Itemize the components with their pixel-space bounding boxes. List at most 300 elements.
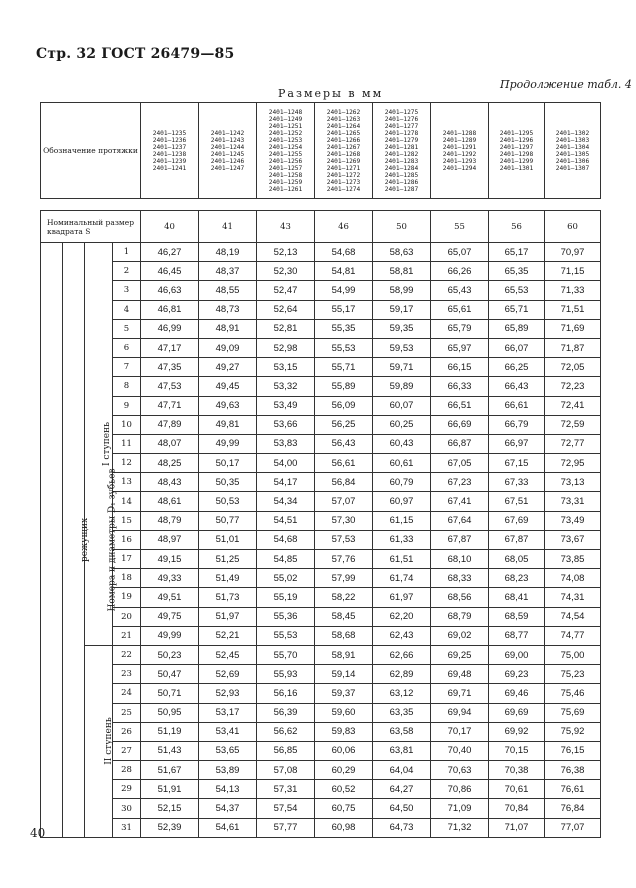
- diameter-value: 47,35: [141, 358, 199, 377]
- diameter-value: 74,77: [545, 626, 601, 645]
- diameter-value: 66,26: [431, 262, 489, 281]
- diameter-value: 46,63: [141, 281, 199, 300]
- table-row: [41, 358, 601, 377]
- diameter-value: 56,16: [257, 684, 315, 703]
- diameter-value: 68,05: [489, 550, 545, 569]
- table-row: [41, 607, 601, 626]
- diameter-value: 63,58: [373, 722, 431, 741]
- diameter-value: 71,51: [545, 300, 601, 319]
- diameter-value: 72,77: [545, 434, 601, 453]
- diameter-value: 57,30: [315, 511, 373, 530]
- nominal-size-cell: 41: [199, 211, 257, 243]
- table-row: [41, 473, 601, 492]
- diameter-value: 49,51: [141, 588, 199, 607]
- diameter-value: 59,60: [315, 703, 373, 722]
- designation-code: 2401—1238: [152, 150, 187, 158]
- diameter-value: 53,66: [257, 415, 315, 434]
- diameter-value: 48,91: [199, 319, 257, 338]
- diameter-value: 55,19: [257, 588, 315, 607]
- designation-code: 2401—1293: [442, 157, 477, 165]
- diameter-value: 64,04: [373, 761, 431, 780]
- diameter-value: 69,69: [489, 703, 545, 722]
- diameter-value: 55,02: [257, 569, 315, 588]
- table-row: [41, 645, 601, 664]
- diameter-value: 69,92: [489, 722, 545, 741]
- diameter-value: 55,70: [257, 645, 315, 664]
- tooth-number: 8: [113, 377, 141, 396]
- diameter-value: 57,77: [257, 818, 315, 837]
- diameter-value: 63,12: [373, 684, 431, 703]
- diameter-value: 71,33: [545, 281, 601, 300]
- designation-code: 2401—1283: [384, 157, 419, 165]
- table-row: [41, 818, 601, 837]
- designation-code: 2401—1277: [384, 122, 419, 130]
- diameter-value: 60,79: [373, 473, 431, 492]
- designation-code: 2401—1243: [210, 136, 245, 144]
- diameter-value: 48,73: [199, 300, 257, 319]
- designation-code: 2401—1257: [268, 164, 303, 172]
- diameter-value: 65,97: [431, 338, 489, 357]
- diameter-value: 60,29: [315, 761, 373, 780]
- diameter-value: 68,23: [489, 569, 545, 588]
- diameter-value: 51,49: [199, 569, 257, 588]
- designation-code: 2401—1261: [268, 185, 303, 193]
- diameter-value: 52,30: [257, 262, 315, 281]
- designation-code: 2401—1281: [384, 143, 419, 151]
- diameter-value: 75,46: [545, 684, 601, 703]
- diameter-value: 74,08: [545, 569, 601, 588]
- diameter-value: 71,69: [545, 319, 601, 338]
- diameter-value: 70,86: [431, 780, 489, 799]
- designation-code: 2401—1297: [499, 143, 534, 151]
- diameter-value: 59,89: [373, 377, 431, 396]
- diameter-value: 69,23: [489, 665, 545, 684]
- diameter-value: 52,21: [199, 626, 257, 645]
- continuation-caption: Продолжение табл. 4: [500, 78, 632, 91]
- designation-code: 2401—1278: [384, 129, 419, 137]
- diameter-value: 74,31: [545, 588, 601, 607]
- diameter-value: 54,68: [257, 530, 315, 549]
- diameter-value: 65,07: [431, 243, 489, 262]
- diameter-value: 65,79: [431, 319, 489, 338]
- diameter-value: 58,99: [373, 281, 431, 300]
- diameter-value: 55,35: [315, 319, 373, 338]
- diameter-value: 67,51: [489, 492, 545, 511]
- designation-code: 2401—1303: [555, 136, 590, 144]
- diameter-value: 73,49: [545, 511, 601, 530]
- vertical-cutting-text: режущих: [80, 517, 91, 562]
- diameter-value: 72,23: [545, 377, 601, 396]
- nominal-size-cell: 55: [431, 211, 489, 243]
- designation-code: 2401—1286: [384, 178, 419, 186]
- diameter-value: 60,98: [315, 818, 373, 837]
- tooth-number: 19: [113, 588, 141, 607]
- diameter-value: 46,99: [141, 319, 199, 338]
- diameter-value: 54,13: [199, 780, 257, 799]
- diameter-value: 74,54: [545, 607, 601, 626]
- diameter-value: 53,89: [199, 761, 257, 780]
- diameter-value: 60,06: [315, 741, 373, 760]
- diameter-value: 61,15: [373, 511, 431, 530]
- diameter-value: 50,71: [141, 684, 199, 703]
- table-row: [41, 300, 601, 319]
- table-row: [41, 588, 601, 607]
- diameter-value: 73,31: [545, 492, 601, 511]
- diameter-value: 51,19: [141, 722, 199, 741]
- diameter-value: 50,47: [141, 665, 199, 684]
- diameter-value: 69,46: [489, 684, 545, 703]
- designation-code: 2401—1259: [268, 178, 303, 186]
- designation-code: 2401—1273: [326, 178, 361, 186]
- designation-code: 2401—1266: [326, 136, 361, 144]
- diameter-value: 52,45: [199, 645, 257, 664]
- diameter-value: 52,64: [257, 300, 315, 319]
- diameter-value: 67,87: [431, 530, 489, 549]
- diameter-value: 54,85: [257, 550, 315, 569]
- diameter-value: 53,15: [257, 358, 315, 377]
- diameter-value: 48,25: [141, 454, 199, 473]
- diameter-value: 52,15: [141, 799, 199, 818]
- vertical-cutting-label: [63, 243, 91, 838]
- units-caption: Размеры в мм: [278, 87, 384, 100]
- diameter-value: 51,67: [141, 761, 199, 780]
- diameter-value: 54,81: [315, 262, 373, 281]
- tooth-number: 24: [113, 684, 141, 703]
- nominal-size-cell: 43: [257, 211, 315, 243]
- diameter-value: 77,07: [545, 818, 601, 837]
- diameter-value: 52,47: [257, 281, 315, 300]
- diameter-value: 53,49: [257, 396, 315, 415]
- diameter-value: 72,59: [545, 415, 601, 434]
- nominal-size-cell: 50: [373, 211, 431, 243]
- tooth-number: 26: [113, 722, 141, 741]
- diameter-value: 57,99: [315, 569, 373, 588]
- diameter-value: 50,23: [141, 645, 199, 664]
- diameter-value: 48,07: [141, 434, 199, 453]
- table-row: [41, 703, 601, 722]
- diameter-value: 70,97: [545, 243, 601, 262]
- designation-cell: [315, 103, 373, 199]
- diameter-value: 66,15: [431, 358, 489, 377]
- tooth-number: 27: [113, 741, 141, 760]
- diameter-value: 71,09: [431, 799, 489, 818]
- diameter-value: 58,68: [315, 626, 373, 645]
- designation-code: 2401—1272: [326, 171, 361, 179]
- diameter-value: 56,62: [257, 722, 315, 741]
- diameter-value: 50,17: [199, 454, 257, 473]
- diameter-value: 56,39: [257, 703, 315, 722]
- table-row: [41, 761, 601, 780]
- diameter-value: 69,00: [489, 645, 545, 664]
- diameter-value: 48,97: [141, 530, 199, 549]
- diameter-value: 47,17: [141, 338, 199, 357]
- diameter-value: 69,94: [431, 703, 489, 722]
- diameter-value: 60,25: [373, 415, 431, 434]
- diameter-value: 57,53: [315, 530, 373, 549]
- diameter-value: 72,41: [545, 396, 601, 415]
- diameter-value: 67,41: [431, 492, 489, 511]
- designation-code: 2401—1254: [268, 143, 303, 151]
- designation-code: 2401—1307: [555, 164, 590, 172]
- diameter-value: 60,75: [315, 799, 373, 818]
- diameter-value: 51,43: [141, 741, 199, 760]
- diameter-value: 58,22: [315, 588, 373, 607]
- diameter-value: 48,43: [141, 473, 199, 492]
- diameter-value: 68,79: [431, 607, 489, 626]
- diameter-value: 57,31: [257, 780, 315, 799]
- tooth-number: 11: [113, 434, 141, 453]
- tooth-number: 12: [113, 454, 141, 473]
- diameter-value: 54,61: [199, 818, 257, 837]
- diameter-value: 50,35: [199, 473, 257, 492]
- designation-code: 2401—1274: [326, 185, 361, 193]
- diameter-value: 50,95: [141, 703, 199, 722]
- designation-code: 2401—1268: [326, 150, 361, 158]
- tooth-number: 5: [113, 319, 141, 338]
- table-row: [41, 780, 601, 799]
- table-row: [41, 434, 601, 453]
- diameter-value: 53,41: [199, 722, 257, 741]
- diameter-value: 46,27: [141, 243, 199, 262]
- diameter-value: 59,35: [373, 319, 431, 338]
- diameter-value: 66,61: [489, 396, 545, 415]
- diameter-value: 59,14: [315, 665, 373, 684]
- designation-cell: [545, 103, 601, 199]
- diameter-value: 65,35: [489, 262, 545, 281]
- nominal-size-cell: 56: [489, 211, 545, 243]
- designation-code: 2401—1235: [152, 129, 187, 137]
- diameter-value: 46,45: [141, 262, 199, 281]
- designation-code: 2401—1287: [384, 185, 419, 193]
- tooth-number: 15: [113, 511, 141, 530]
- diameter-value: 66,07: [489, 338, 545, 357]
- nominal-size-cell: 60: [545, 211, 601, 243]
- designation-code: 2401—1282: [384, 150, 419, 158]
- designation-code: 2401—1291: [442, 143, 477, 151]
- tooth-number: 3: [113, 281, 141, 300]
- designation-code: 2401—1249: [268, 115, 303, 123]
- diameter-value: 54,34: [257, 492, 315, 511]
- tooth-number: 29: [113, 780, 141, 799]
- diameter-value: 68,33: [431, 569, 489, 588]
- tooth-number: 22: [113, 645, 141, 664]
- designation-cell: [141, 103, 199, 199]
- table-row: [41, 799, 601, 818]
- diameter-value: 63,81: [373, 741, 431, 760]
- designation-code: 2401—1292: [442, 150, 477, 158]
- stage-1-text: I ступень: [101, 421, 112, 466]
- diameter-value: 57,07: [315, 492, 373, 511]
- diameter-value: 61,74: [373, 569, 431, 588]
- designation-code: 2401—1271: [326, 164, 361, 172]
- designation-code: 2401—1276: [384, 115, 419, 123]
- diameter-value: 56,09: [315, 396, 373, 415]
- diameter-value: 49,63: [199, 396, 257, 415]
- table-row: [41, 530, 601, 549]
- designation-code: 2401—1298: [499, 150, 534, 158]
- diameter-value: 48,19: [199, 243, 257, 262]
- diameter-value: 52,93: [199, 684, 257, 703]
- diameter-value: 65,71: [489, 300, 545, 319]
- designation-code: 2401—1237: [152, 143, 187, 151]
- diameter-value: 52,69: [199, 665, 257, 684]
- diameter-value: 69,25: [431, 645, 489, 664]
- diameter-value: 71,07: [489, 818, 545, 837]
- diameter-value: 76,38: [545, 761, 601, 780]
- diameter-value: 51,73: [199, 588, 257, 607]
- diameter-value: 56,61: [315, 454, 373, 473]
- designation-code: 2401—1269: [326, 157, 361, 165]
- diameter-value: 49,99: [141, 626, 199, 645]
- diameter-value: 48,37: [199, 262, 257, 281]
- tooth-number: 2: [113, 262, 141, 281]
- diameter-value: 66,97: [489, 434, 545, 453]
- designation-code: 2401—1244: [210, 143, 245, 151]
- designation-code: 2401—1275: [384, 108, 419, 116]
- diameter-value: 48,79: [141, 511, 199, 530]
- diameter-value: 50,53: [199, 492, 257, 511]
- diameter-value: 56,43: [315, 434, 373, 453]
- table-row: [41, 722, 601, 741]
- diameter-value: 54,17: [257, 473, 315, 492]
- diameter-value: 49,15: [141, 550, 199, 569]
- diameter-value: 70,84: [489, 799, 545, 818]
- diameter-value: 49,81: [199, 415, 257, 434]
- tooth-number: 16: [113, 530, 141, 549]
- designation-code: 2401—1265: [326, 129, 361, 137]
- diameter-value: 59,71: [373, 358, 431, 377]
- designation-code: 2401—1304: [555, 143, 590, 151]
- diameter-value: 55,53: [257, 626, 315, 645]
- designation-code: 2401—1241: [152, 164, 187, 172]
- diameter-value: 66,33: [431, 377, 489, 396]
- diameter-value: 67,69: [489, 511, 545, 530]
- table-row: [41, 338, 601, 357]
- diameter-value: 52,98: [257, 338, 315, 357]
- diameter-value: 73,67: [545, 530, 601, 549]
- table-row: [41, 281, 601, 300]
- diameter-value: 47,89: [141, 415, 199, 434]
- table-row: [41, 396, 601, 415]
- diameter-value: 54,37: [199, 799, 257, 818]
- tooth-number: 10: [113, 415, 141, 434]
- stage-2-text: II ступень: [103, 717, 114, 766]
- diameter-value: 75,69: [545, 703, 601, 722]
- diameter-value: 47,71: [141, 396, 199, 415]
- diameter-value: 68,59: [489, 607, 545, 626]
- diameter-value: 65,43: [431, 281, 489, 300]
- designation-code: 2401—1252: [268, 129, 303, 137]
- diameter-value: 48,55: [199, 281, 257, 300]
- diameter-value: 55,71: [315, 358, 373, 377]
- diameter-value: 55,17: [315, 300, 373, 319]
- designation-cell: [373, 103, 431, 199]
- table-row: [41, 492, 601, 511]
- diameter-value: 55,89: [315, 377, 373, 396]
- diameter-value: 76,61: [545, 780, 601, 799]
- tooth-number: 9: [113, 396, 141, 415]
- diameter-value: 61,33: [373, 530, 431, 549]
- table-row: [41, 569, 601, 588]
- designation-code: 2401—1295: [499, 129, 534, 137]
- diameter-value: 65,61: [431, 300, 489, 319]
- designation-code: 2401—1236: [152, 136, 187, 144]
- designation-code: 2401—1248: [268, 108, 303, 116]
- diameter-value: 56,85: [257, 741, 315, 760]
- diameter-value: 56,84: [315, 473, 373, 492]
- page-header: Стр. 32 ГОСТ 26479—85: [36, 46, 235, 62]
- designation-row: [41, 103, 601, 199]
- diameter-value: 66,43: [489, 377, 545, 396]
- diameter-value: 70,15: [489, 741, 545, 760]
- diameter-value: 59,83: [315, 722, 373, 741]
- diameter-value: 55,93: [257, 665, 315, 684]
- vertical-main-text: Номера и диаметры D₁ зубьев: [107, 468, 118, 612]
- diameter-value: 54,00: [257, 454, 315, 473]
- designation-code: 2401—1305: [555, 150, 590, 158]
- diameter-value: 62,20: [373, 607, 431, 626]
- diameter-value: 60,52: [315, 780, 373, 799]
- designation-code: 2401—1263: [326, 115, 361, 123]
- designation-code: 2401—1306: [555, 157, 590, 165]
- designation-code: 2401—1262: [326, 108, 361, 116]
- designation-cell: [199, 103, 257, 199]
- diameter-value: 51,91: [141, 780, 199, 799]
- diameter-value: 69,02: [431, 626, 489, 645]
- table-row: [41, 684, 601, 703]
- diameter-value: 54,68: [315, 243, 373, 262]
- designation-code: 2401—1288: [442, 129, 477, 137]
- diameter-value: 49,99: [199, 434, 257, 453]
- diameter-value: 59,37: [315, 684, 373, 703]
- diameter-value: 62,89: [373, 665, 431, 684]
- diameter-value: 57,76: [315, 550, 373, 569]
- diameter-value: 58,91: [315, 645, 373, 664]
- designation-code: 2401—1251: [268, 122, 303, 130]
- tooth-number: 17: [113, 550, 141, 569]
- tooth-number: 18: [113, 569, 141, 588]
- designation-code: 2401—1299: [499, 157, 534, 165]
- designation-code: 2401—1247: [210, 164, 245, 172]
- nominal-row: [41, 211, 601, 243]
- designation-code: 2401—1242: [210, 129, 245, 137]
- diameter-value: 68,77: [489, 626, 545, 645]
- designation-code: 2401—1296: [499, 136, 534, 144]
- diameter-value: 65,53: [489, 281, 545, 300]
- diameter-value: 52,81: [257, 319, 315, 338]
- diameter-value: 73,13: [545, 473, 601, 492]
- diameter-value: 46,81: [141, 300, 199, 319]
- diameter-value: 54,51: [257, 511, 315, 530]
- diameter-value: 58,81: [373, 262, 431, 281]
- designation-cell: [489, 103, 545, 199]
- diameter-value: 65,89: [489, 319, 545, 338]
- diameter-value: 65,17: [489, 243, 545, 262]
- diameter-value: 52,13: [257, 243, 315, 262]
- diameter-value: 61,51: [373, 550, 431, 569]
- diameter-value: 60,61: [373, 454, 431, 473]
- table-row: [41, 319, 601, 338]
- designation-cell: [257, 103, 315, 199]
- diameter-value: 66,25: [489, 358, 545, 377]
- designation-code: 2401—1267: [326, 143, 361, 151]
- diameter-value: 71,15: [545, 262, 601, 281]
- diameter-value: 70,63: [431, 761, 489, 780]
- diameter-value: 68,10: [431, 550, 489, 569]
- diameter-value: 51,25: [199, 550, 257, 569]
- diameter-value: 67,64: [431, 511, 489, 530]
- diameter-value: 51,01: [199, 530, 257, 549]
